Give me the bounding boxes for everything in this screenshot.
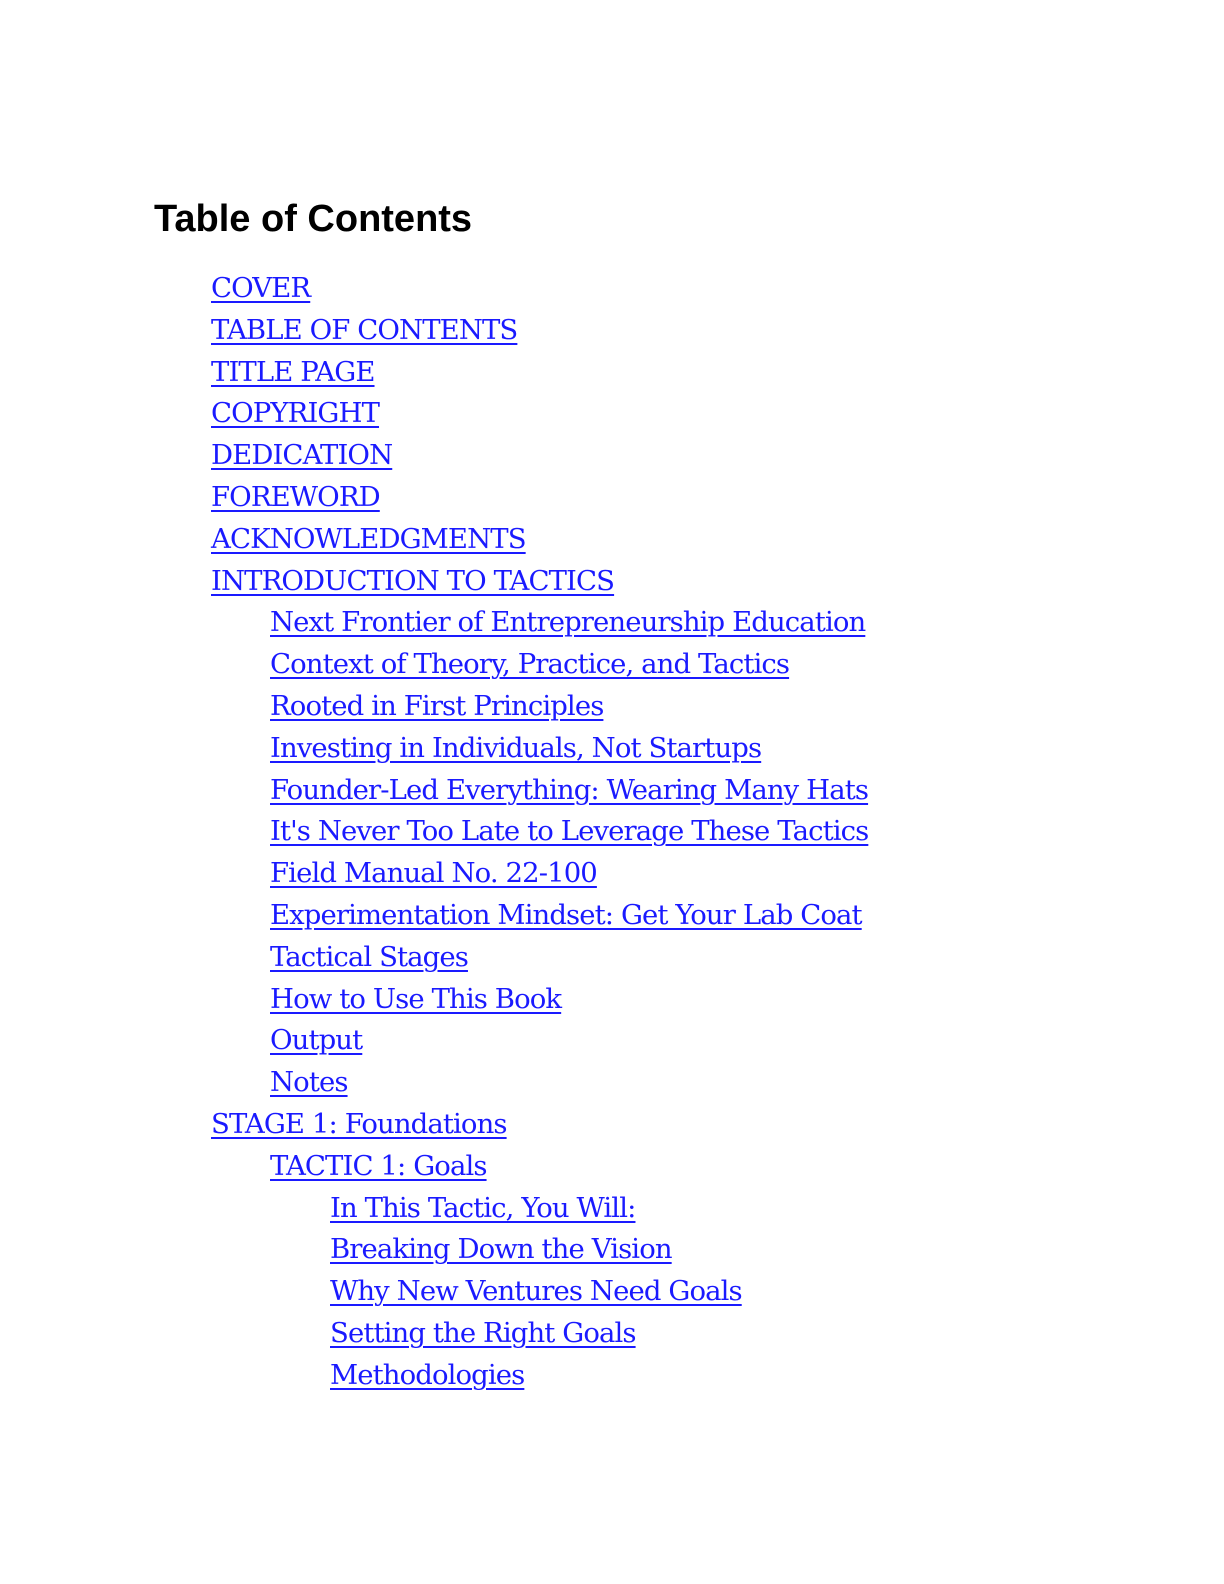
toc-entry (0, 853, 868, 895)
toc-link[interactable]: Next Frontier of Entrepreneurship Education (270, 606, 866, 639)
toc-link[interactable]: It's Never Too Late to Leverage These Tactics (270, 815, 869, 848)
toc-link[interactable]: Investing in Individuals, Not Startups (270, 731, 762, 764)
toc-entry (0, 477, 868, 519)
toc-entry (0, 602, 868, 644)
toc-entry (0, 811, 868, 853)
toc-entry (0, 686, 868, 728)
toc-entry (0, 268, 868, 310)
toc-entry (0, 352, 868, 394)
toc-entry (0, 1104, 868, 1146)
toc-link[interactable]: Setting the Right Goals (330, 1316, 636, 1349)
toc-link[interactable]: Field Manual No. 22-100 (270, 857, 597, 890)
toc-entry (0, 1313, 868, 1355)
toc-link[interactable]: DEDICATION (211, 439, 393, 472)
toc-link[interactable]: TACTIC 1: Goals (270, 1149, 487, 1182)
toc-entry (0, 1146, 868, 1188)
toc-entry (0, 1188, 868, 1230)
toc-link[interactable]: FOREWORD (211, 480, 380, 513)
toc-link[interactable]: STAGE 1: Foundations (211, 1107, 507, 1140)
toc-entry (0, 561, 868, 603)
toc-entry (0, 770, 868, 812)
toc-entry (0, 1271, 868, 1313)
toc-entry (0, 393, 868, 435)
page-title: Table of Contents (154, 198, 473, 240)
toc-link[interactable]: COPYRIGHT (211, 397, 380, 430)
toc-link[interactable]: Notes (270, 1066, 348, 1099)
toc-link[interactable]: ACKNOWLEDGMENTS (211, 522, 526, 555)
toc-link[interactable]: Context of Theory, Practice, and Tactics (270, 648, 790, 681)
toc-link[interactable]: TABLE OF CONTENTS (211, 313, 518, 346)
toc-entry (0, 1355, 868, 1397)
toc-entry (0, 1229, 868, 1271)
toc-entry (0, 644, 868, 686)
toc-link[interactable]: Why New Ventures Need Goals (330, 1275, 742, 1308)
toc-entry (0, 519, 868, 561)
toc-entry (0, 895, 868, 937)
toc-link[interactable]: Experimentation Mindset: Get Your Lab Coat (270, 898, 862, 931)
toc-entry (0, 1062, 868, 1104)
toc-link[interactable]: Methodologies (330, 1358, 525, 1391)
toc-entry (0, 310, 868, 352)
toc-link[interactable]: Output (270, 1024, 363, 1057)
toc-entry (0, 728, 868, 770)
toc-entry (0, 1020, 868, 1062)
table-of-contents-list (0, 268, 868, 1397)
toc-entry (0, 435, 868, 477)
toc-link[interactable]: Founder-Led Everything: Wearing Many Hats (270, 773, 869, 806)
toc-link[interactable]: In This Tactic, You Will: (330, 1191, 636, 1224)
toc-link[interactable]: Rooted in First Principles (270, 689, 604, 722)
toc-entry (0, 937, 868, 979)
toc-link[interactable]: INTRODUCTION TO TACTICS (211, 564, 615, 597)
toc-link[interactable]: Breaking Down the Vision (330, 1233, 672, 1266)
toc-link[interactable]: How to Use This Book (270, 982, 562, 1015)
toc-link[interactable]: Tactical Stages (270, 940, 468, 973)
toc-entry (0, 979, 868, 1021)
toc-link[interactable]: COVER (211, 272, 311, 304)
toc-link[interactable]: TITLE PAGE (211, 355, 375, 388)
